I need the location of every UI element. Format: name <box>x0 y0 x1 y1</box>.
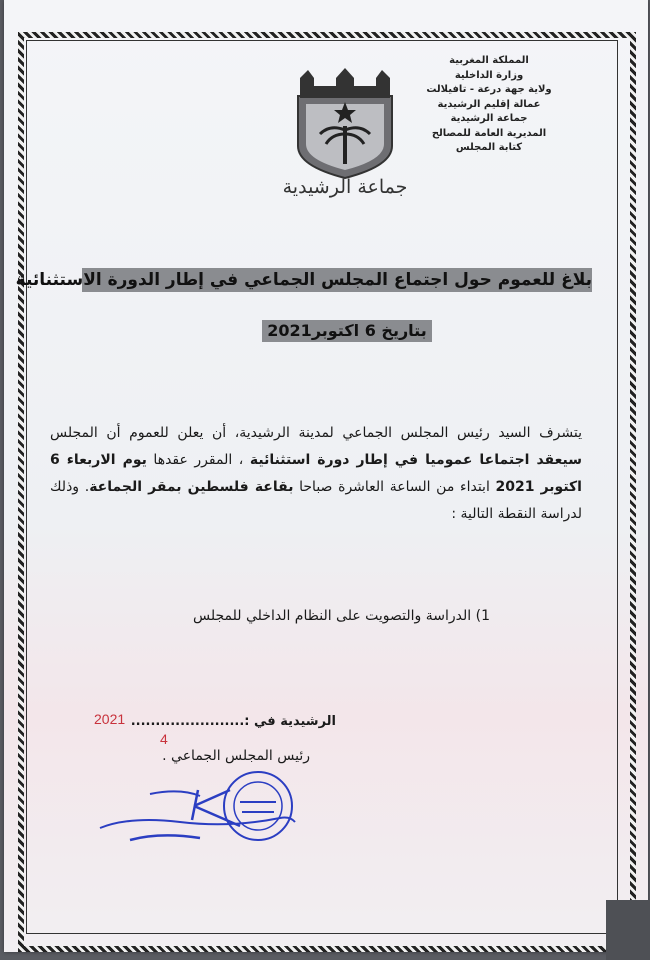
admin-line: عمالة إقليم الرشيدية <box>437 98 541 110</box>
admin-line: المملكة المغربية <box>449 55 529 66</box>
document-title: بلاغ للعموم حول اجتماع المجلس الجماعي في إطار الدورة الاستثنائية <box>15 270 592 290</box>
admin-line: كتابة المجلس <box>455 142 523 153</box>
body-text-bold-2: يوم الاربعاء 6 اكتوبر 2021 <box>50 452 582 495</box>
admin-line: وزارة الداخلية <box>454 69 524 81</box>
handwritten-date <box>90 708 180 748</box>
body-text-3: ابتداء من الساعة العاشرة صباحا <box>293 479 496 495</box>
admin-line: المديرية العامة للمصالح <box>431 127 547 139</box>
municipality-name: جماعة الرشيدية <box>282 176 408 198</box>
admin-line: ولاية جهة درعة - تافيلالت <box>426 84 552 95</box>
body-text-2: ، المقرر عقدها <box>146 452 250 468</box>
body-text-bold-1: سيعقد اجتماعا عموميا في إطار دورة استثنائية <box>249 452 583 468</box>
signatory-title: رئيس المجلس الجماعي . <box>162 748 310 764</box>
body-text-1: يتشرف السيد رئيس المجلس الجماعي لمدينة الرشيدية، أن يعلن للعموم أن المجلس <box>50 425 582 441</box>
admin-line: جماعة الرشيدية <box>450 113 528 124</box>
announcement-body <box>50 420 582 528</box>
body-text-bold-3: بقاعة فلسطين بمقر الجماعة <box>89 479 294 495</box>
municipality-logo <box>290 68 400 180</box>
signature-and-stamp <box>90 766 320 856</box>
agenda-item: 1) الدراسة والتصويت على النظام الداخلي للمجلس <box>193 608 490 624</box>
document-date: بتاريخ 6 اكتوبر2021 <box>262 320 432 342</box>
handwritten-day: 4 <box>160 731 168 747</box>
background-corner <box>606 900 650 960</box>
place-and-date: الرشيدية في :....................... <box>130 714 336 729</box>
handwritten-year: 2021 <box>94 711 126 727</box>
administrative-header <box>414 54 564 156</box>
body-text-4: . وذلك لدراسة النقطة التالية : <box>50 479 582 522</box>
